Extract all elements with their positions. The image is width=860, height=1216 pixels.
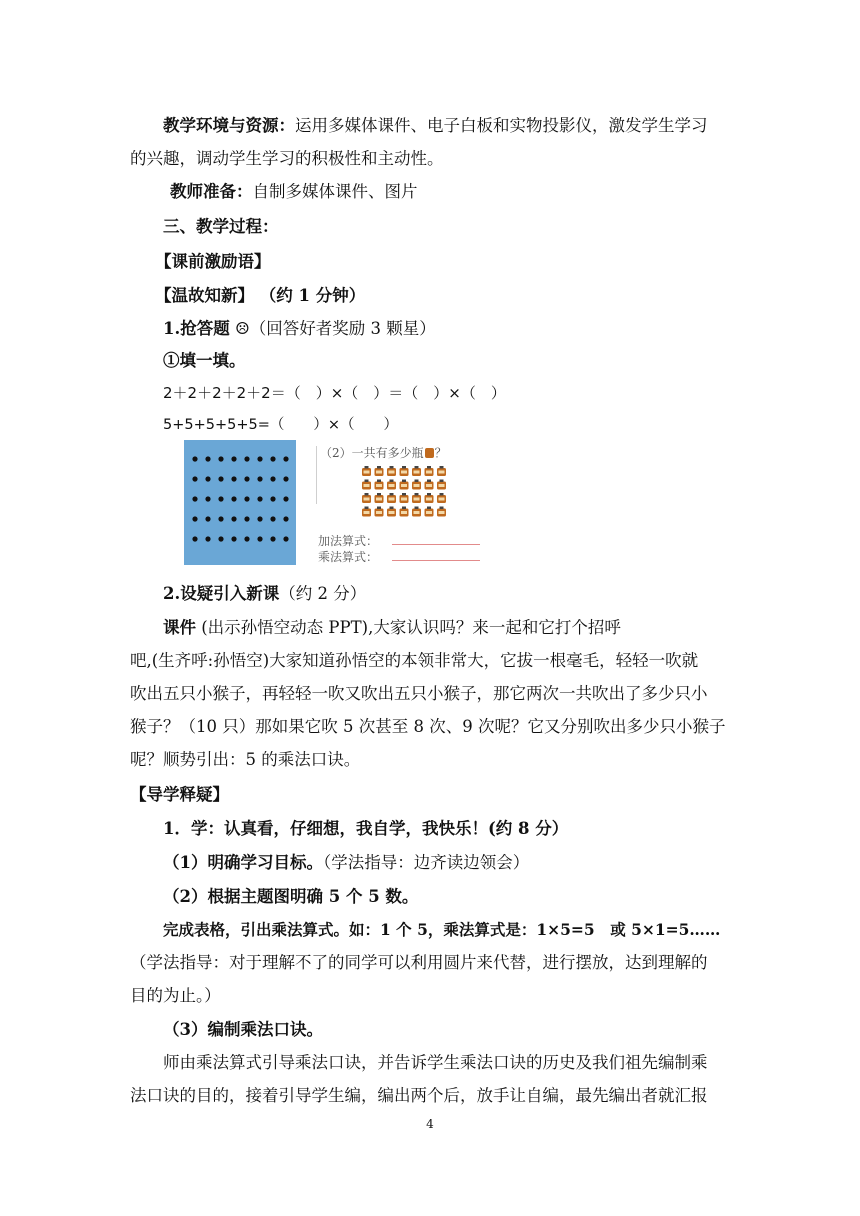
bottle-icon bbox=[425, 507, 434, 517]
dot bbox=[283, 476, 288, 481]
dot bbox=[192, 496, 197, 501]
bottles-figure bbox=[316, 440, 486, 565]
bottle-icon bbox=[387, 466, 396, 476]
dot bbox=[257, 476, 262, 481]
dot bbox=[244, 476, 249, 481]
dot bbox=[257, 456, 262, 461]
dot bbox=[270, 536, 275, 541]
learn-heading: 1．学：认真看，仔细想，我自学，我快乐！(约 8 分） bbox=[163, 819, 569, 838]
bottle-icon bbox=[387, 480, 396, 490]
addition-label: 加法算式： bbox=[318, 534, 379, 548]
paragraph-line: 法口诀的目的，接着引导学生编，编出两个后，放手让自编，最先编出者就汇报 bbox=[130, 1086, 708, 1105]
goal-line: （1）明确学习目标。（学法指导：边齐读边领会） bbox=[163, 853, 530, 872]
dot bbox=[244, 516, 249, 521]
dot bbox=[231, 476, 236, 481]
bracket-heading-guide: 【导学释疑】 bbox=[130, 785, 229, 804]
dot bbox=[205, 456, 210, 461]
bottle-icon bbox=[362, 493, 371, 503]
dot bbox=[244, 536, 249, 541]
bottle-icon bbox=[412, 507, 421, 517]
theme-line: （2）根据主题图明确 5 个 5 数。 bbox=[163, 887, 419, 906]
dot bbox=[270, 456, 275, 461]
dot bbox=[231, 516, 236, 521]
courseware-line: 课件 (出示孙悟空动态 PPT),大家认识吗？来一起和它打个招呼 bbox=[163, 618, 621, 637]
bracket-heading-encourage: 【课前激励语】 bbox=[155, 252, 271, 271]
dot bbox=[192, 516, 197, 521]
dot bbox=[270, 496, 275, 501]
teacher-prep-line: 教师准备：自制多媒体课件、图片 bbox=[170, 182, 418, 201]
dot bbox=[270, 516, 275, 521]
paragraph-line: （学法指导：对于理解不了的同学可以利用圆片来代替，进行摆放，达到理解的 bbox=[130, 953, 708, 972]
paragraph-line: 师由乘法算式引导乘法口诀，并告诉学生乘法口诀的历史及我们祖先编制乘 bbox=[163, 1053, 708, 1072]
bottle-icon bbox=[400, 507, 409, 517]
dot bbox=[218, 496, 223, 501]
equation-2: 5+5+5+5+5=（ ）×（ ） bbox=[163, 417, 399, 433]
bottle-icon bbox=[375, 480, 384, 490]
table-line: 完成表格，引出乘法算式。如：1 个 5，乘法算式是：1×5=5 或 5×1=5…… bbox=[163, 920, 721, 939]
dot bbox=[218, 476, 223, 481]
dot bbox=[283, 496, 288, 501]
paragraph-line: 呢？顺势引出：5 的乘法口诀。 bbox=[130, 750, 361, 769]
paragraph-line: 目的为止。） bbox=[130, 986, 221, 1005]
paragraph-line: 吹出五只小猴子，再轻轻一吹又吹出五只小猴子，那它两次一共吹出了多少只小 bbox=[130, 684, 708, 703]
bottle-icon bbox=[375, 466, 384, 476]
bottle-icon bbox=[412, 480, 421, 490]
dot bbox=[244, 496, 249, 501]
dot-array-image bbox=[184, 440, 296, 565]
dot bbox=[257, 516, 262, 521]
bottle-icon bbox=[375, 507, 384, 517]
bottle-icon bbox=[362, 480, 371, 490]
bottle-icon bbox=[437, 493, 446, 503]
quick-answer-line: 1.抢答题 ☹（回答好者奖励 3 颗星） bbox=[163, 319, 436, 338]
bottle-icon bbox=[437, 480, 446, 490]
dot bbox=[205, 496, 210, 501]
bottle-icon bbox=[400, 480, 409, 490]
bottle-icon bbox=[412, 466, 421, 476]
frown-icon: ☹ bbox=[234, 319, 250, 338]
intro-line: 2.设疑引入新课（约 2 分） bbox=[163, 584, 367, 603]
bottle-icon bbox=[437, 507, 446, 517]
resources-line: 教学环境与资源：运用多媒体课件、电子白板和实物投影仪，激发学生学习 bbox=[163, 116, 708, 135]
fill-in-heading: ①填一填。 bbox=[163, 351, 246, 370]
bottle-icon bbox=[425, 493, 434, 503]
bottle-icon bbox=[362, 466, 371, 476]
bottle-icon bbox=[362, 507, 371, 517]
dot bbox=[205, 476, 210, 481]
paragraph-line: 吧,(生齐呼:孙悟空)大家知道孙悟空的本领非常大，它拔一根毫毛，轻轻一吹就 bbox=[130, 651, 699, 670]
page-number: 4 bbox=[426, 1117, 434, 1131]
bottle-icon bbox=[387, 507, 396, 517]
dot bbox=[218, 516, 223, 521]
bottle-icon bbox=[425, 480, 434, 490]
dot bbox=[205, 516, 210, 521]
dot bbox=[244, 456, 249, 461]
dot bbox=[192, 456, 197, 461]
dot bbox=[270, 476, 275, 481]
dot bbox=[283, 536, 288, 541]
resources-line-2: 的兴趣，调动学生学习的积极性和主动性。 bbox=[130, 149, 444, 168]
bottles-question: （2）一共有多少瓶 ？ bbox=[320, 446, 447, 460]
multiplication-answer-line bbox=[392, 560, 480, 561]
dot bbox=[257, 536, 262, 541]
dot bbox=[231, 496, 236, 501]
bracket-heading-review: 【温故知新】 （约 1 分钟） bbox=[155, 286, 366, 305]
dot bbox=[257, 496, 262, 501]
dot bbox=[192, 476, 197, 481]
section-heading: 三、教学过程： bbox=[163, 217, 279, 236]
dot bbox=[231, 536, 236, 541]
paragraph-line: 猴子？（10 只）那如果它吹 5 次甚至 8 次、9 次呢？它又分别吹出多少只小猴子 bbox=[130, 717, 726, 736]
resources-label: 教学环境与资源： bbox=[163, 116, 295, 135]
bottle-icon bbox=[400, 466, 409, 476]
dot bbox=[283, 516, 288, 521]
bottle-icon bbox=[375, 493, 384, 503]
dot bbox=[218, 536, 223, 541]
dot-grid bbox=[184, 440, 296, 565]
bottle-icon bbox=[425, 466, 434, 476]
bottle-icon bbox=[412, 493, 421, 503]
bottle-icon bbox=[387, 493, 396, 503]
dot bbox=[205, 536, 210, 541]
bottle-icon bbox=[400, 493, 409, 503]
compile-heading: （3）编制乘法口诀。 bbox=[163, 1020, 323, 1039]
dot bbox=[283, 456, 288, 461]
dot bbox=[192, 536, 197, 541]
equation-1: 2＋2＋2＋2＋2＝（ ）×（ ）＝（ ）×（ ） bbox=[163, 384, 506, 402]
bottle-grid bbox=[360, 464, 450, 524]
multiplication-label: 乘法算式： bbox=[318, 550, 379, 564]
bottle-icon bbox=[425, 448, 434, 458]
bottle-icon bbox=[437, 466, 446, 476]
addition-answer-line bbox=[392, 544, 480, 545]
dot bbox=[231, 456, 236, 461]
dot bbox=[218, 456, 223, 461]
